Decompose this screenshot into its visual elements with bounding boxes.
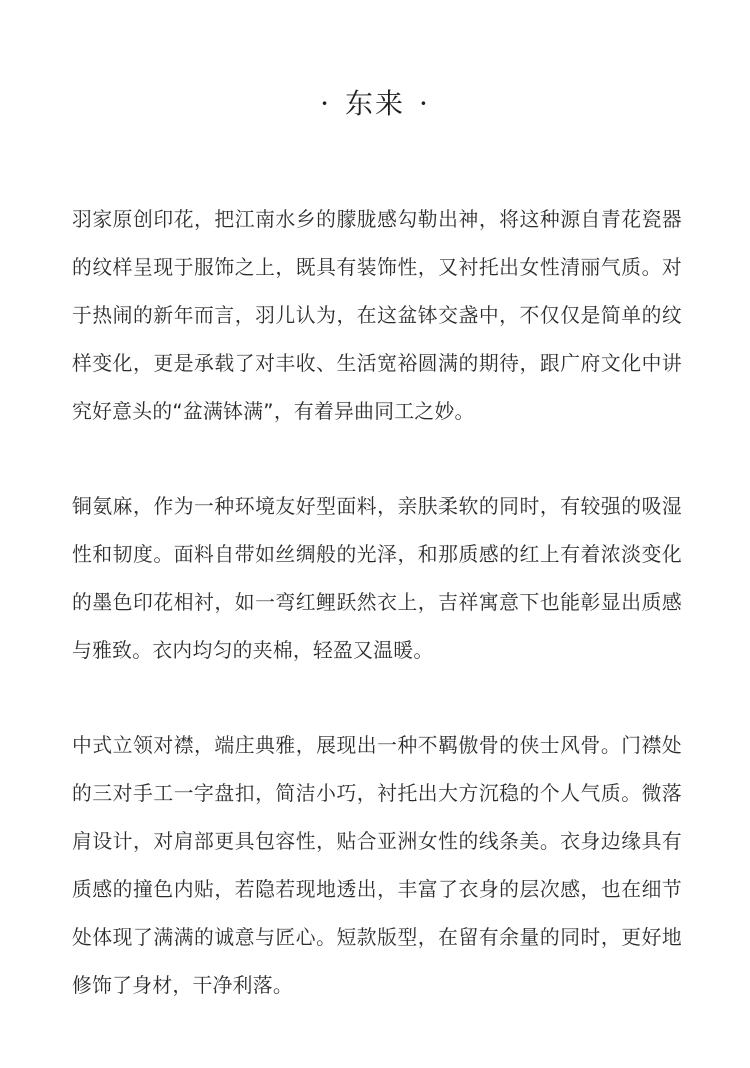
paragraph-print-pattern: 羽家原创印花，把江南水乡的朦胧感勾勒出神，将这种源自青花瓷器的纹样呈现于服饰之上，既具有装饰性，又衬托出女性清丽气质。对于热闹的新年而言，羽儿认为，在这盆钵交盏中，不仅仅是简单的纹样变化，更是承载了对丰收、生活宽裕圆满的期待，跟广府文化中讲究好意头的“盆满钵满”，有着异曲同工之妙。 (72, 208, 682, 423)
page-title (0, 84, 750, 124)
title-dot-left: · (320, 87, 331, 120)
article-body (72, 196, 682, 1010)
paragraph-fabric: 铜氨麻，作为一种环境友好型面料，亲肤柔软的同时，有较强的吸湿性和韧度。面料自带如丝绸般的光泽，和那质感的红上有着浓淡变化的墨色印花相衬，如一弯红鲤跃然衣上，吉祥寓意下也能彰显出质感与雅致。衣内均匀的夹棉，轻盈又温暖。 (72, 495, 682, 662)
title-text: 东来 (344, 87, 405, 120)
paragraph-design-details: 中式立领对襟，端庄典雅，展现出一种不羁傲骨的侠士风骨。门襟处的三对手工一字盘扣，简洁小巧，衬托出大方沉稳的个人气质。微落肩设计，对肩部更具包容性，贴合亚洲女性的线条美。衣身边缘具有质感的撞色内贴，若隐若现地透出，丰富了衣身的层次感，也在细节处体现了满满的诚意与匠心。短款版型，在留有余量的同时，更好地修饰了身材，干净利落。 (72, 734, 682, 997)
title-dot-right: · (419, 87, 430, 120)
